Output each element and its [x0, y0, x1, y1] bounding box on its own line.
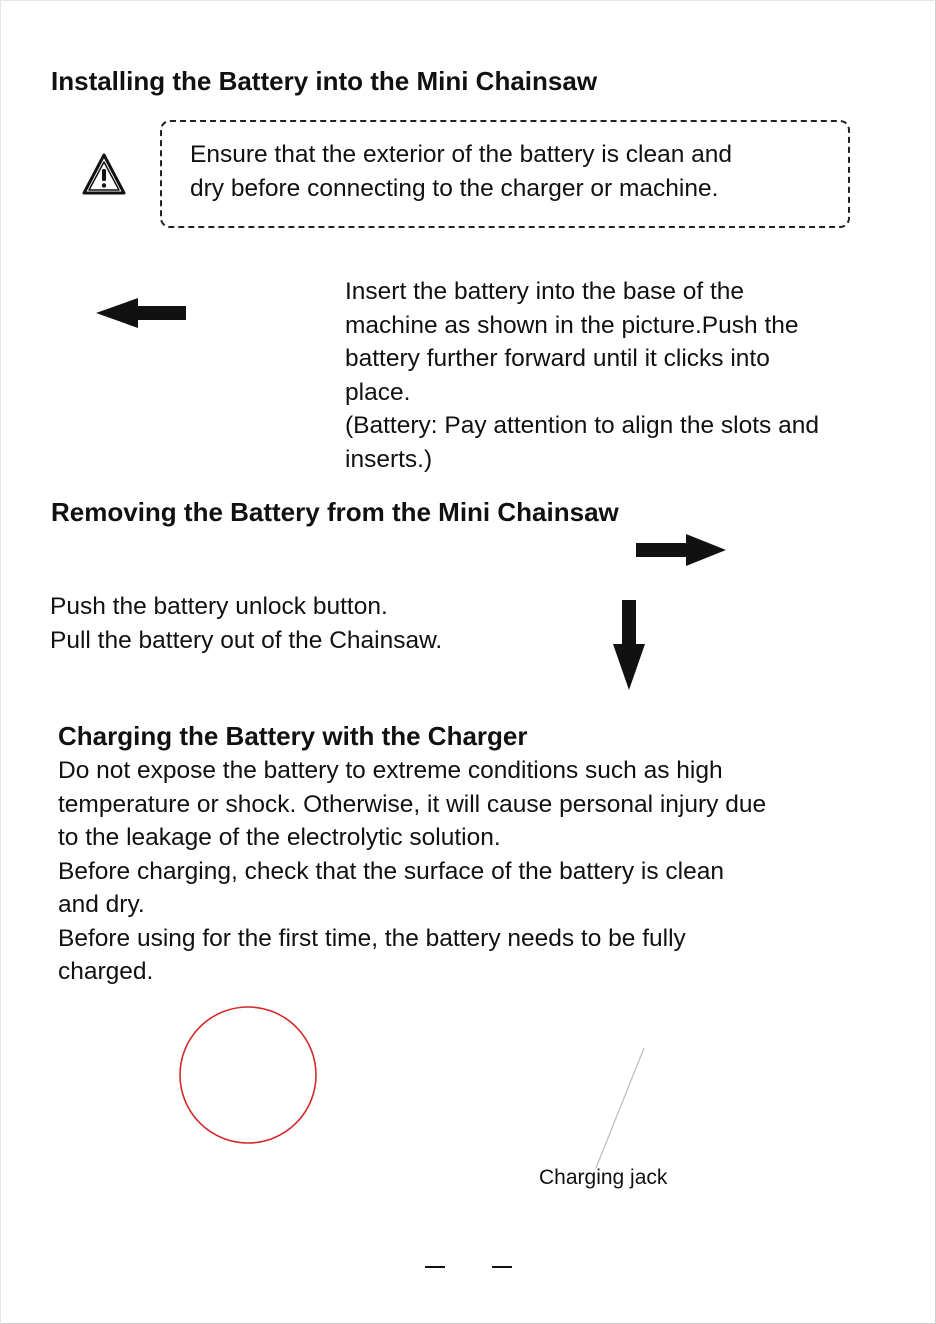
callout-line [590, 1046, 650, 1170]
warning-line-1: Ensure that the exterior of the battery is clean and [190, 141, 733, 168]
install-line-1: Insert the battery into the base of the [345, 278, 745, 305]
charging-jack-label: Charging jack [539, 1166, 668, 1189]
footer-dash-left [425, 1266, 445, 1268]
warning-line-2: dry before connecting to the charger or machine. [190, 174, 719, 202]
install-line-6: inserts.) [345, 445, 433, 473]
charge-line-4: Before charging, check that the surface of the battery is clean [58, 857, 724, 885]
charge-line-1: Do not expose the battery to extreme conditions such as high [58, 757, 723, 784]
install-line-4: place. [345, 378, 411, 406]
install-line-5: (Battery: Pay attention to align the slots and [345, 412, 819, 439]
install-instructions [345, 275, 819, 476]
charge-body [58, 754, 766, 989]
charge-line-7: charged. [58, 958, 154, 985]
arrow-down-icon [612, 600, 646, 692]
remove-line-2: Pull the battery out of the Chainsaw. [50, 626, 443, 654]
highlight-circle [176, 1004, 320, 1146]
charge-line-5: and dry. [58, 891, 145, 918]
install-line-3: battery further forward until it clicks into [345, 345, 770, 372]
install-line-2: machine as shown in the picture.Push the [345, 311, 799, 339]
charge-line-2: temperature or shock. Otherwise, it will cause personal injury due [58, 790, 767, 818]
charge-heading: Charging the Battery with the Charger [58, 721, 528, 751]
charge-line-3: to the leakage of the electrolytic solution. [58, 824, 501, 851]
remove-line-1: Push the battery unlock button. [50, 593, 388, 620]
footer-dash-right [492, 1266, 512, 1268]
remove-instructions [50, 590, 442, 657]
install-heading: Installing the Battery into the Mini Chainsaw [51, 66, 598, 96]
warning-text [190, 138, 732, 205]
charge-line-6: Before using for the first time, the battery needs to be fully [58, 924, 686, 952]
arrow-right-icon [636, 533, 728, 567]
arrow-left-icon [96, 298, 188, 328]
warning-triangle-icon [82, 152, 126, 196]
remove-heading: Removing the Battery from the Mini Chainsaw [51, 497, 619, 527]
